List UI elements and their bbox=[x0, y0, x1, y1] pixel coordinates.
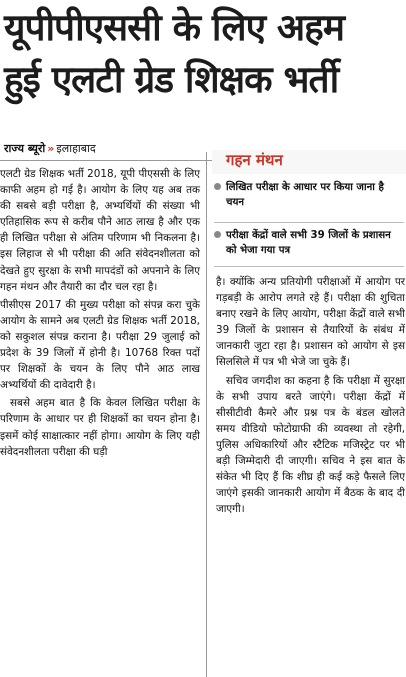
highlight-text: परीक्षा केंद्रों वाले सभी 39 जिलों के प्रशासन को भेजा गया पत्र bbox=[226, 230, 391, 256]
article-right-column bbox=[216, 274, 405, 517]
article-left-column bbox=[0, 166, 200, 460]
dateline-place: इलाहाबाद bbox=[56, 142, 96, 155]
article-paragraph: सचिव जगदीश का कहना है कि परीक्षा में सुरक्षा के सभी उपाय बरते जाएंगे। परीक्षा केंद्रों में सीसीटीवी कैमरे और प्रश्न पत्र के बंडल खोलते समय वीडियो फोटोग्राफी की व्यवस्था तो रहेगी, पुलिस अधिकारियों और स्टैटिक मजिस्ट्रेट पर भी बड़ी जिम्मेदारी दी जाएगी। सचिव ने इस बात के संकेत भी दिए हैं कि शीघ्र ही कई कड़े फैसले लिए जाएंगे इसकी जानकारी आयोग में बैठक के बाद दी जाएगी। bbox=[216, 374, 405, 516]
headline-line-2: हुई एलटी ग्रेड शिक्षक भर्ती bbox=[4, 58, 339, 101]
sidebar-title-box bbox=[212, 150, 406, 174]
article-paragraph: है। क्योंकि अन्य प्रतियोगी परीक्षाओं में आयोग पर गड़बड़ी के आरोप लगते रहे हैं। परीक्षा की शुचिता बनाए रखने के लिए आयोग, परीक्षा केंद्रों वाले सभी 39 जिलों के प्रशासन से तैयारियों के संबंध में जानकारी जुटा रहा है। प्रशासन को आयोग से इस सिलसिले में पत्र भी भेजे जा चुके हैं। bbox=[216, 276, 405, 369]
highlight-divider bbox=[214, 266, 404, 267]
highlight-divider bbox=[214, 222, 404, 223]
dateline bbox=[4, 141, 204, 156]
highlight-item bbox=[226, 180, 404, 210]
article-paragraph: एलटी ग्रेड शिक्षक भर्ती 2018, यूपी पीएससी के लिए काफी अहम हो गई है। आयोग के लिए यह अब तक की सबसे बड़ी परीक्षा है, अभ्यर्थियों की संख्या भी एतिहासिक रूप से करीब पौने आठ लाख है और एक ही लिखित परीक्षा से अंतिम परिणाम भी निकलना है। इस लिहाज से भी परीक्षा की अति संवेदनशीलता को देखते हुए सुरक्षा के सभी मापदंडों को अपनाने के लिए गहन मंथन और तैयारी का दौर चल रहा है। bbox=[0, 168, 200, 293]
bullet-icon bbox=[214, 231, 221, 238]
sidebar-highlights bbox=[212, 176, 406, 268]
article-paragraph: सबसे अहम बात है कि केवल लिखित परीक्षा के परिणाम के आधार पर ही शिक्षकों का चयन होना है। इसमें कोई साक्षात्कार नहीं होगा। आयोग के लिए यही संवेदनशीलता परीक्षा की घड़ी bbox=[0, 397, 200, 458]
article-paragraph: पीसीएस 2017 की मुख्य परीक्षा को संपन्न करा चुके आयोग के सामने अब एलटी ग्रेड शिक्षक भर्ती 2018, को सकुशल संपन्न कराना है। परीक्षा 29 जुलाई को प्रदेश के 39 जिलों में होनी है। 10768 रिक्त पदों पर शिक्षकों के चयन के लिए पौने आठ लाख अभ्यर्थियों की दावेदारी है। bbox=[0, 298, 200, 392]
highlight-item bbox=[226, 228, 404, 258]
column-divider bbox=[206, 152, 207, 677]
headline bbox=[4, 2, 404, 106]
headline-line-1: यूपीपीएससी के लिए अहम bbox=[4, 6, 344, 49]
sidebar-title: गहन मंथन bbox=[226, 151, 283, 169]
highlight-text: लिखित परीक्षा के आधार पर किया जाना है चयन bbox=[226, 182, 384, 208]
dateline-separator: » bbox=[47, 142, 55, 155]
bullet-icon bbox=[214, 183, 221, 190]
bureau-credit: राज्य ब्यूरो bbox=[4, 142, 46, 155]
